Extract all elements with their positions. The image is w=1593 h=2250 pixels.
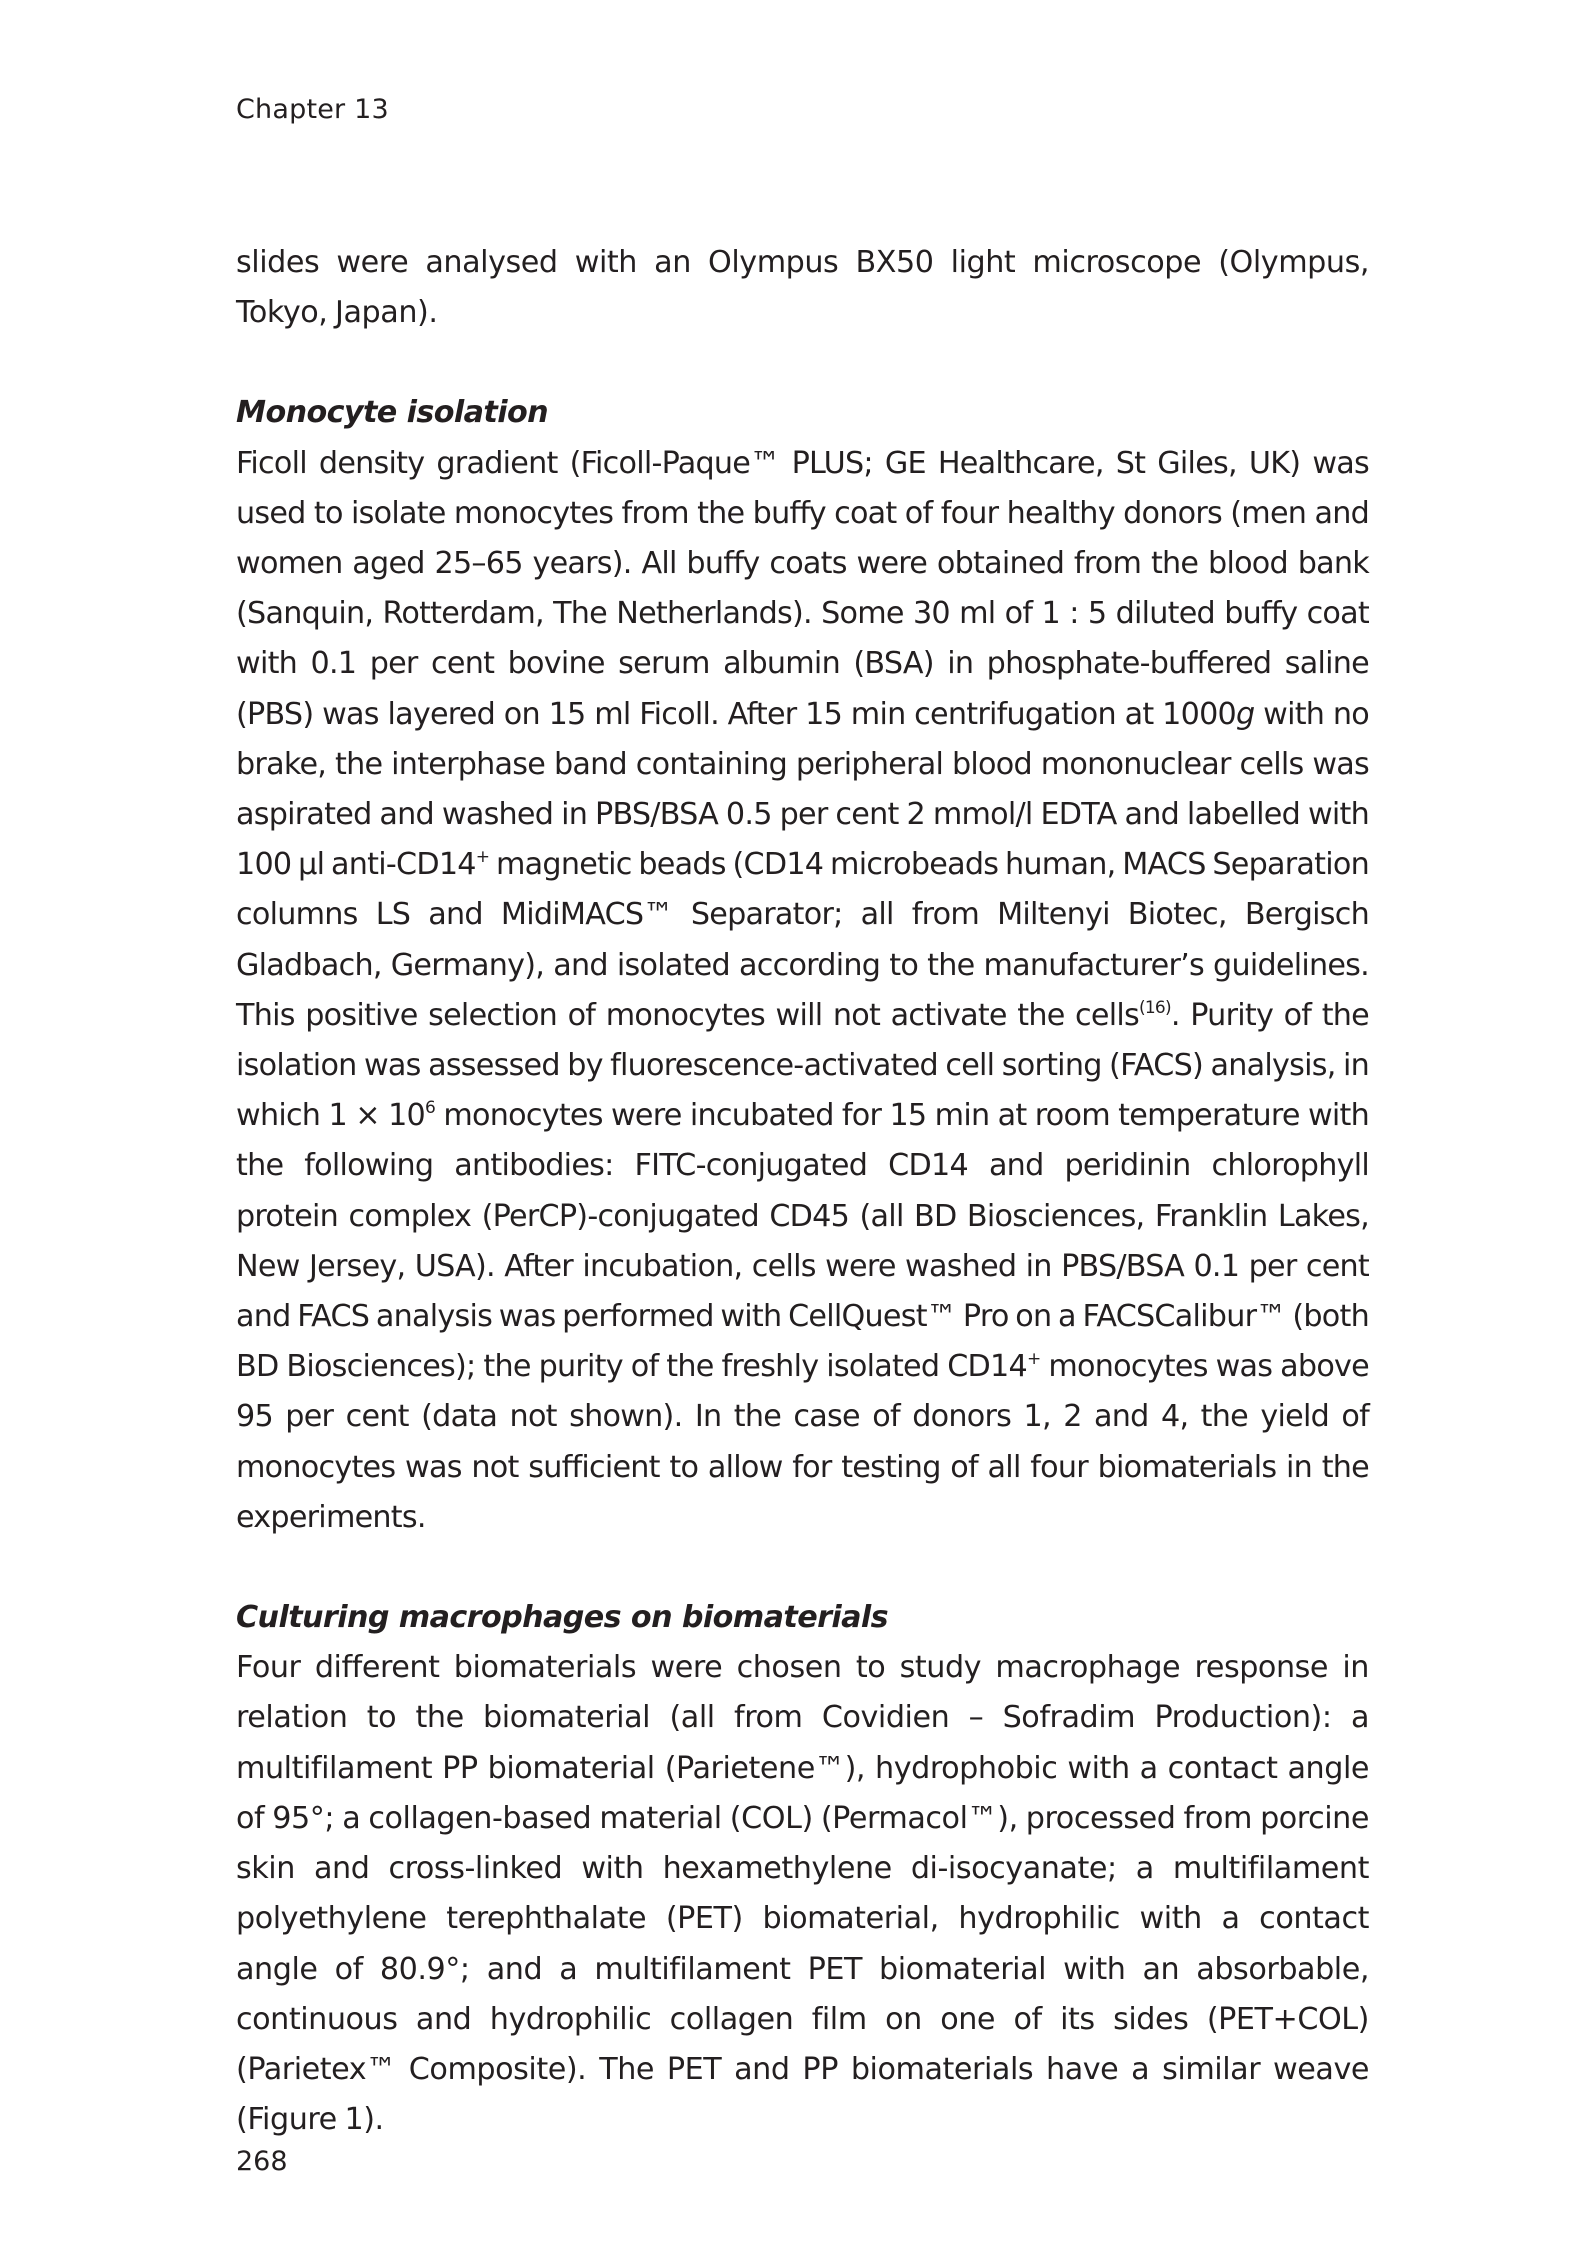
- italic-unit: g: [1235, 696, 1255, 732]
- citation-reference: (16): [1138, 997, 1171, 1018]
- text-run: magnetic beads (CD14 microbeads human, MACS Separation columns LS and MidiMACS™ Separator; all from Miltenyi Biotec, Bergisch Gladbach, Germany), and isolated according to the manufacturer’s guidelines. This positive selection of monocytes will not activate the cells: [236, 847, 1369, 1033]
- opening-paragraph: slides were analysed with an Olympus BX50 light microscope (Olympus, Tokyo, Japan).: [236, 245, 1369, 331]
- superscript-exponent: 6: [425, 1098, 436, 1119]
- section-heading: Monocyte isolation: [236, 395, 548, 431]
- section-paragraph: [236, 439, 1369, 1543]
- superscript-plus: +: [475, 847, 490, 868]
- section-paragraph: Four different biomaterials were chosen to study macrophage response in relation to the biomaterial (all from Covidien – Sofradim Production): a multifilament PP biomaterial (Parietene™), hydrophobic with a contact angle of 95°; a collagen-based material (COL) (Permacol™), processed from porcine skin and cross-linked with hexamethylene di-isocyanate; a multifilament polyethylene terephthalate (PET) biomaterial, hydrophilic with a contact angle of 80.9°; and a multifilament PET biomaterial with an absorbable, continuous and hydrophilic collagen film on one of its sides (PET+COL) (Parietex™ Composite). The PET and PP biomaterials have a similar weave (Figure 1).: [236, 1650, 1369, 2138]
- body-text: [236, 238, 1369, 2145]
- text-run: monocytes were incubated for 15 min at room temperature with the following antibodies: FITC-conjugated CD14 and peridinin chlorophyll protein complex (PerCP)-conjugated CD45 (all BD Biosciences, Franklin Lakes, New Jersey, USA). After incubation, cells were washed in PBS/BSA 0.1 per cent and FACS analysis was performed with CellQuest™ Pro on a FACSCalibur™ (both BD Biosciences); the purity of the freshly isolated CD14: [236, 1098, 1369, 1385]
- section-heading: Culturing macrophages on biomaterials: [236, 1600, 889, 1636]
- text-run: . Purity of the isolation was assessed by fluorescence-activated cell sorting (FACS) analysis, in which 1 × 10: [236, 997, 1369, 1134]
- page-number: 268: [236, 2146, 288, 2177]
- text-run: Ficoll density gradient (Ficoll-Paque™ PLUS; GE Healthcare, St Giles, UK) was used to isolate monocytes from the buffy coat of four healthy donors (men and women aged 25–65 years). All buffy coats were obtained from the blood bank (Sanquin, Rotterdam, The Netherlands). Some 30 ml of 1 : 5 diluted buffy coat with 0.1 per cent bovine serum albumin (BSA) in phosphate-buffered saline (PBS) was layered on 15 ml Ficoll. After 15 min centrifugation at 1000: [236, 445, 1369, 732]
- running-head: Chapter 13: [236, 94, 389, 125]
- superscript-plus: +: [1026, 1349, 1041, 1370]
- section-culturing-macrophages: [236, 1593, 1369, 2145]
- text-run: with no brake, the interphase band containing peripheral blood mononuclear cells was aspirated and washed in PBS/BSA 0.5 per cent 2 mmol/l EDTA and labelled with 100 µl anti-CD14: [236, 696, 1370, 883]
- section-monocyte-isolation: [236, 388, 1369, 1543]
- text-run: monocytes was above 95 per cent (data not shown). In the case of donors 1, 2 and 4, the yield of monocytes was not sufficient to allow for testing of all four biomaterials in the experiments.: [236, 1349, 1369, 1535]
